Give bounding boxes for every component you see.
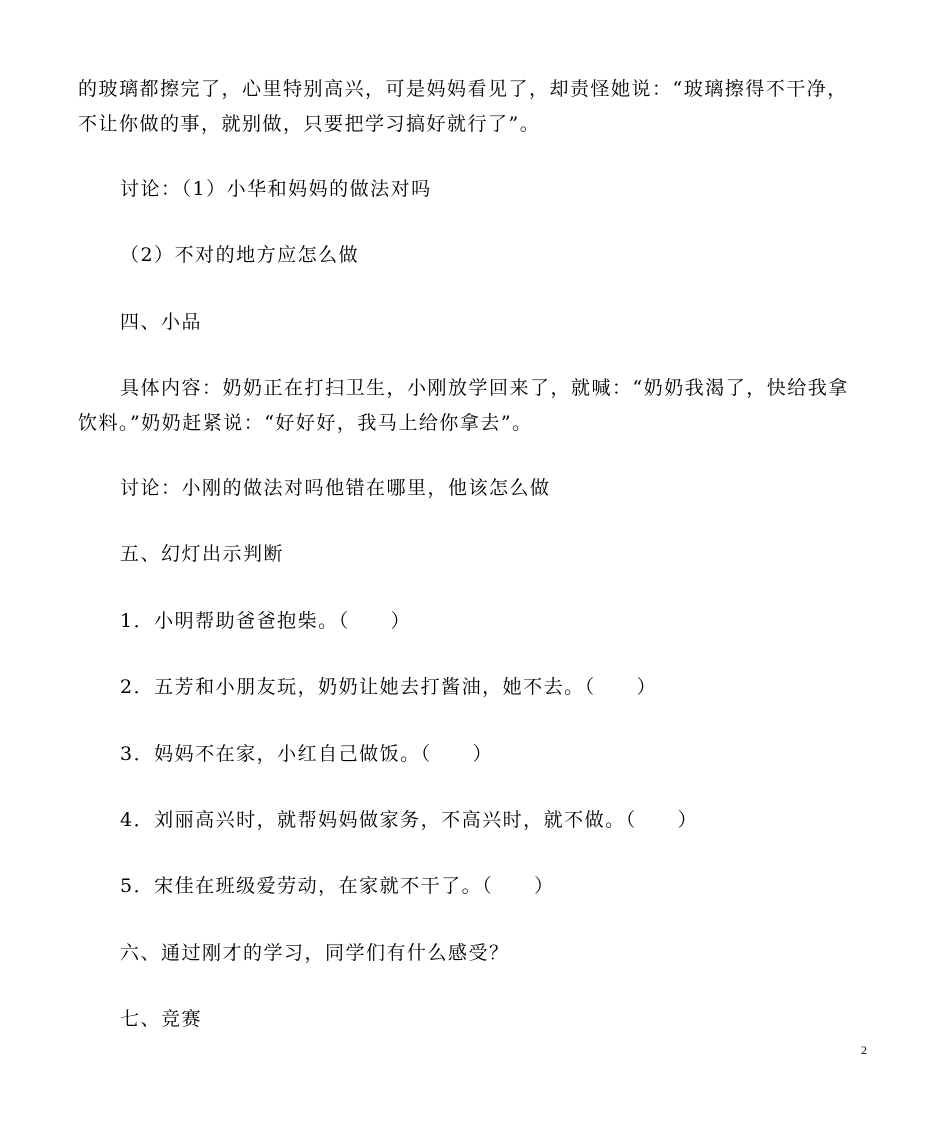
judgement-item-4 [120, 803, 920, 838]
judgement-item-1 [120, 604, 920, 639]
text-line: 4．刘丽高兴时，就帮妈妈做家务，不高兴时，就不做。（ ） [120, 809, 699, 831]
text-line: 2．五芳和小朋友玩，奶奶让她去打酱油，她不去。（ ） [120, 676, 658, 698]
text-line: 的玻璃都擦完了，心里特别高兴，可是妈妈看见了，却责怪她说：“玻璃擦得不干净， [78, 78, 848, 100]
text-line: 饮料。”奶奶赶紧说：“好好好，我马上给你拿去”。 [78, 412, 533, 434]
text-line: 5．宋佳在班级爱劳动，在家就不干了。（ ） [120, 875, 555, 897]
paragraph-story-continuation [78, 72, 878, 142]
judgement-item-2 [120, 670, 920, 705]
section-heading-reflection [120, 936, 920, 971]
text-line: 讨论：（1）小华和妈妈的做法对吗 [120, 178, 432, 200]
discussion-2 [120, 238, 920, 273]
discussion-skit [120, 471, 920, 506]
text-line: 四、小品 [120, 311, 203, 333]
section-heading-competition [120, 1002, 920, 1037]
text-line: 五、幻灯出示判断 [120, 543, 285, 565]
judgement-item-3 [120, 737, 920, 772]
judgement-item-5 [120, 869, 920, 904]
text-line: 具体内容：奶奶正在打扫卫生，小刚放学回来了，就喊：“奶奶我渴了，快给我拿 [120, 377, 849, 399]
section-heading-judgement [120, 537, 920, 572]
text-line: 七、竞赛 [120, 1008, 203, 1030]
text-line: 不让你做的事，就别做，只要把学习搞好就行了”。 [78, 113, 541, 135]
text-line: 讨论：小刚的做法对吗他错在哪里，他该怎么做 [120, 477, 551, 499]
text-line: 3．妈妈不在家，小红自己做饭。（ ） [120, 743, 494, 765]
discussion-1 [120, 172, 920, 207]
text-line: （2）不对的地方应怎么做 [120, 244, 360, 266]
paragraph-skit-content [78, 371, 878, 441]
page-number: 2 [861, 1043, 867, 1057]
text-line: 六、通过刚才的学习，同学们有什么感受？ [120, 942, 510, 964]
section-heading-skit [120, 305, 920, 340]
text-line: 1．小明帮助爸爸抱柴。（ ） [120, 610, 412, 632]
